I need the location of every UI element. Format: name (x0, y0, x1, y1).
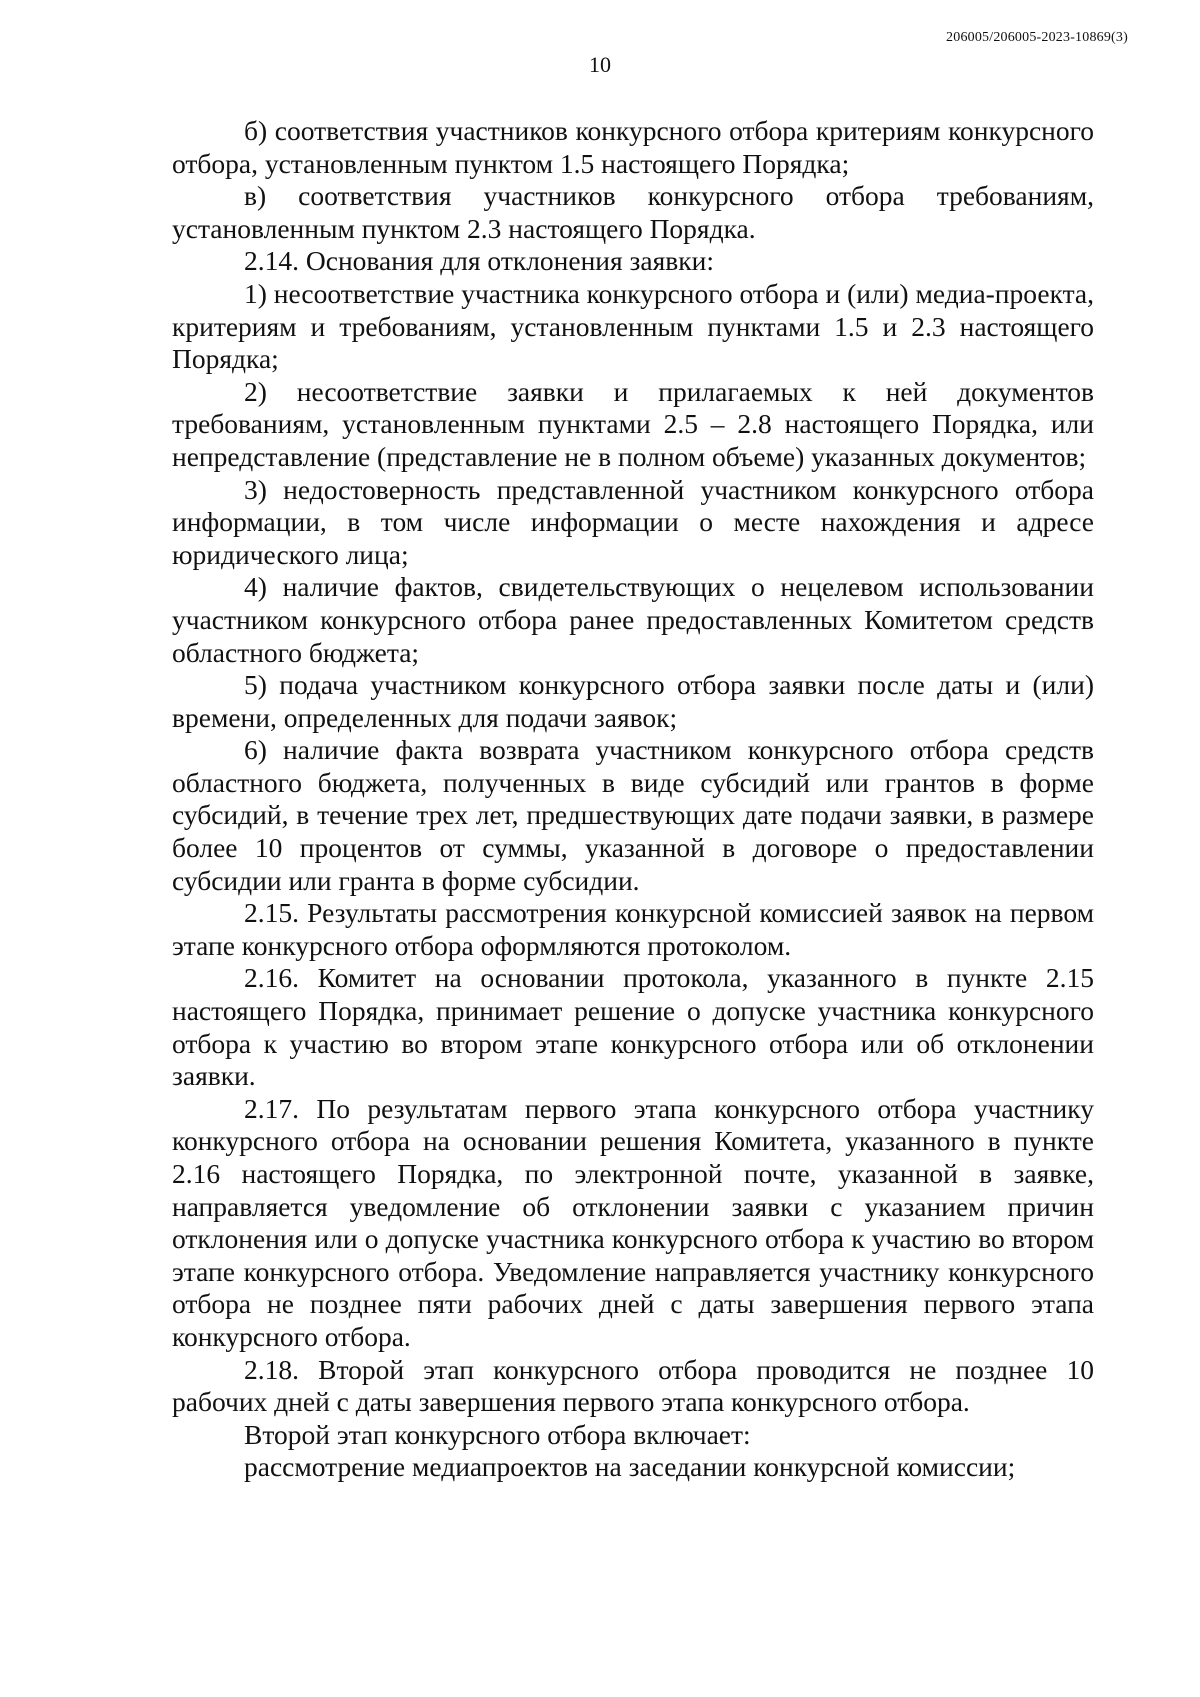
paragraph-2-14-5: 5) подача участником конкурсного отбора заявки после даты и (или) времени, определенных для подачи заявок; (172, 669, 1094, 733)
paragraph-b: б) соответствия участников конкурсного отбора критериям конкурсного отбора, установленным пунктом 1.5 настоящего Порядка; (172, 115, 1094, 179)
paragraph-v: в) соответствия участников конкурсного отбора требованиям, установленным пунктом 2.3 настоящего Порядка. (172, 180, 1094, 244)
page-number: 10 (589, 52, 611, 77)
paragraph-2-14-1: 1) несоответствие участника конкурсного отбора и (или) медиа-проекта, критериям и требованиям, установленным пунктами 1.5 и 2.3 настоящего Порядка; (172, 277, 1094, 375)
paragraph-2-14-4: 4) наличие фактов, свидетельствующих о нецелевом использовании участником конкурсного отбора ранее предоставленных Комитетом средств областного бюджета; (172, 571, 1094, 668)
paragraph-2-14-6: 6) наличие факта возврата участником конкурсного отбора средств областного бюджета, полученных в виде субсидий или грантов в форме субсидий, в течение трех лет, предшествующих дате подачи заявки, в размере более 10 процентов от суммы, указанной в договоре о предоставлении субсидии или гранта в форме субсидии. (172, 734, 1094, 896)
paragraph-2-16: 2.16. Комитет на основании протокола, указанного в пункте 2.15 настоящего Порядка, принимает решение о допуске участника конкурсного отбора к участию во втором этапе конкурсного отбора или об отклонении заявки. (172, 962, 1094, 1092)
document-body (172, 115, 1094, 1484)
document-id: 206005/206005-2023-10869(3) (946, 30, 1128, 45)
paragraph-2-17: 2.17. По результатам первого этапа конкурсного отбора участнику конкурсного отбора на основании решения Комитета, указанного в пункте 2.16 настоящего Порядка, по электронной почте, указанной в заявке, направляется уведомление об отклонении заявки с указанием причин отклонения или о допуске участника конкурсного отбора к участию во втором этапе конкурсного отбора. Уведомление направляется участнику конкурсного отбора не позднее пяти рабочих дней с даты завершения первого этапа конкурсного отбора. (172, 1092, 1094, 1352)
paragraph-media-review: рассмотрение медиапроектов на заседании конкурсной комиссии; (244, 1451, 1016, 1483)
paragraph-2-18: 2.18. Второй этап конкурсного отбора проводится не позднее 10 рабочих дней с даты завершения первого этапа конкурсного отбора. (172, 1353, 1094, 1418)
paragraph-second-stage: Второй этап конкурсного отбора включает: (244, 1418, 751, 1450)
paragraph-2-14: 2.14. Основания для отклонения заявки: (244, 245, 714, 277)
paragraph-2-14-2: 2) несоответствие заявки и прилагаемых к ней документов требованиям, установленным пунктами 2.5 – 2.8 настоящего Порядка, или непредставление (представление не в полном объеме) указанных документов; (172, 375, 1094, 472)
paragraph-2-15: 2.15. Результаты рассмотрения конкурсной комиссией заявок на первом этапе конкурсного отбора оформляются протоколом. (172, 897, 1094, 961)
paragraph-2-14-3: 3) недостоверность представленной участником конкурсного отбора информации, в том числе информации о месте нахождения и адресе юридического лица; (172, 473, 1094, 570)
